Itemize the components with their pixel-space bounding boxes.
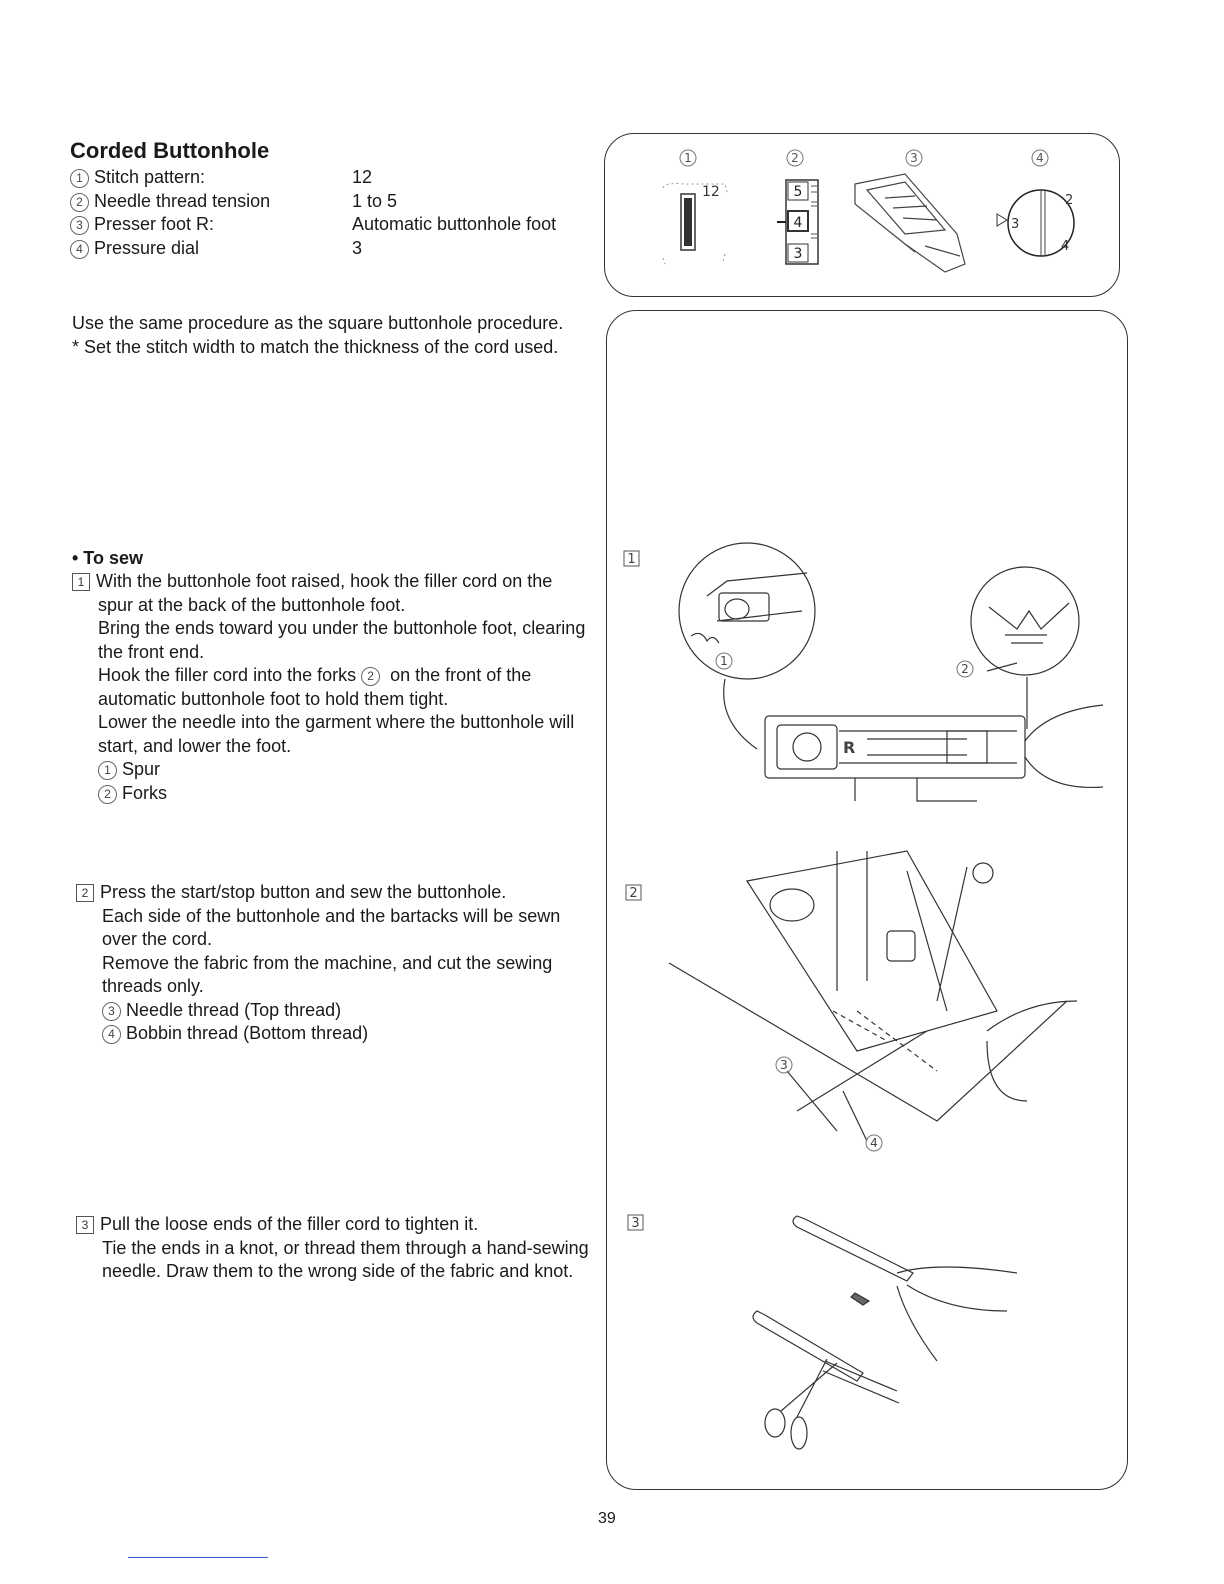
setting-label: Needle thread tension (94, 190, 271, 211)
step-text: Each side of the buttonhole and the bartacks will be sewn over the cord. (102, 905, 561, 949)
step1-illustration (679, 543, 1103, 801)
settings-list (70, 166, 556, 260)
step-text: Lower the needle into the garment where the buttonhole will start, and lower the foot. (98, 712, 575, 756)
buttonhole-stitch-icon (663, 184, 727, 265)
legend-item: 1 Spur (72, 758, 592, 782)
legend-item: 2 Forks (72, 782, 592, 806)
footer-rule (128, 1557, 268, 1558)
step-text: Remove the fabric from the machine, and cut the sewing threads only. (102, 952, 553, 996)
step2-illustration (669, 851, 1077, 1141)
number-circle: 3 (102, 1002, 121, 1021)
tension-dial-icon (777, 180, 818, 264)
intro-text (72, 312, 572, 359)
setting-value: Automatic buttonhole foot (352, 214, 557, 234)
number-circle: 4 (70, 240, 89, 259)
settings-panel (604, 133, 1120, 297)
callout-label: 1 (720, 654, 728, 668)
dial-value: 3 (1011, 217, 1020, 232)
dial-value: 4 (1061, 239, 1070, 254)
step-text: Press the start/stop button and sew the buttonhole. (100, 882, 507, 902)
setting-label: Pressure dial (94, 237, 200, 258)
step-number-box: 2 (76, 884, 94, 902)
setting-value: 3 (352, 237, 363, 258)
illus-step-label: 1 (627, 552, 636, 567)
illus-step-label: 2 (629, 886, 638, 901)
settings-row (70, 190, 556, 214)
legend-item: 4 Bobbin thread (Bottom thread) (76, 1022, 596, 1046)
settings-row (70, 166, 556, 190)
panel-label-4: 4 (1036, 151, 1044, 165)
setting-value: 1 to 5 (352, 190, 398, 211)
step-1 (72, 570, 592, 805)
intro-line: Use the same procedure as the square buttonhole procedure. (72, 313, 564, 333)
step-text: Pull the loose ends of the filler cord to tighten it. (100, 1214, 479, 1234)
step-number-box: 1 (72, 573, 90, 591)
panel-label-2: 2 (791, 151, 799, 165)
setting-value: 12 (352, 167, 373, 187)
illustration-art (607, 311, 1127, 1489)
setting-label: Stitch pattern: (94, 167, 206, 187)
presser-foot-icon (855, 174, 965, 272)
page-number: 39 (598, 1510, 616, 1527)
tension-value: 4 (793, 215, 803, 231)
to-sew-heading: • To sew (72, 548, 143, 568)
step-number-box: 3 (76, 1216, 94, 1234)
step-text: Tie the ends in a knot, or thread them through a hand-sewing needle. Draw them to the wrong side of the fabric and knot. (102, 1237, 589, 1281)
settings-panel-art (605, 134, 1119, 296)
setting-label: Presser foot R: (94, 214, 215, 234)
settings-row (70, 237, 556, 261)
tension-value: 5 (793, 184, 803, 200)
step-text: Hook the filler cord into the forks 2 on the front of the automatic buttonhole foot to hold them tight. (98, 665, 532, 709)
dial-value: 2 (1065, 193, 1074, 208)
number-circle: 3 (70, 216, 89, 235)
legend-item: 3 Needle thread (Top thread) (76, 999, 596, 1023)
step-3 (76, 1213, 596, 1284)
foot-letter: R (843, 738, 856, 757)
callout-label: 4 (870, 1136, 878, 1150)
number-circle: 1 (98, 761, 117, 780)
callout-label: 3 (780, 1058, 788, 1072)
step-text: With the buttonhole foot raised, hook the filler cord on the spur at the back of the buttonhole foot. (96, 571, 553, 615)
number-circle: 1 (70, 169, 89, 188)
number-circle: 2 (361, 667, 380, 686)
page-title: Corded Buttonhole (70, 138, 270, 163)
settings-row (70, 213, 556, 237)
illustration-panel (606, 310, 1128, 1490)
callout-label: 2 (961, 662, 969, 676)
intro-note: * Set the stitch width to match the thickness of the cord used. (72, 336, 559, 357)
step3-illustration (753, 1216, 1017, 1449)
panel-label-1: 1 (684, 151, 692, 165)
number-circle: 2 (70, 193, 89, 212)
tension-value: 3 (793, 246, 803, 262)
stitch-number: 12 (702, 184, 720, 200)
step-text: Bring the ends toward you under the buttonhole foot, clearing the front end. (98, 618, 586, 662)
pressure-dial-icon (997, 190, 1074, 256)
illus-step-label: 3 (631, 1216, 640, 1231)
number-circle: 2 (98, 785, 117, 804)
panel-label-3: 3 (910, 151, 918, 165)
number-circle: 4 (102, 1025, 121, 1044)
step-2 (76, 881, 596, 1046)
